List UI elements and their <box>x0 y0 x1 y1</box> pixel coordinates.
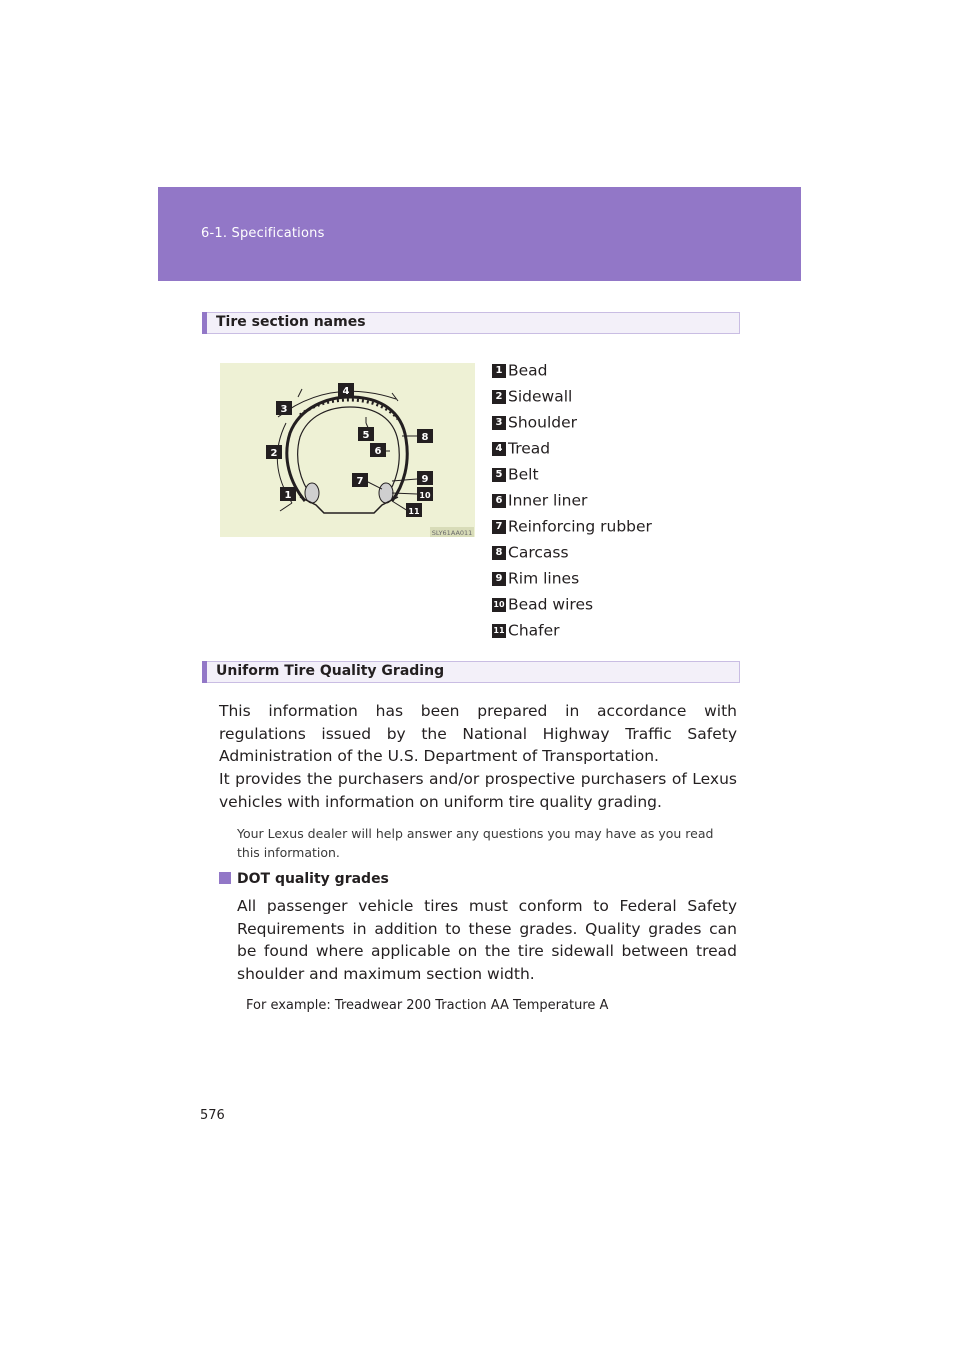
section-accent <box>202 661 207 683</box>
legend-number: 10 <box>492 598 506 612</box>
callout-9: 9 <box>421 474 429 485</box>
legend-number: 9 <box>492 572 506 586</box>
legend-label: Chafer <box>508 621 560 640</box>
legend-item <box>492 594 593 618</box>
section-title: Tire section names <box>216 314 366 330</box>
legend-label: Belt <box>508 465 539 484</box>
legend-number: 8 <box>492 546 506 560</box>
legend-item <box>492 620 560 644</box>
header-band <box>158 187 801 281</box>
callout-6: 6 <box>374 446 382 457</box>
callout-10: 10 <box>419 491 431 500</box>
legend-item <box>492 386 572 410</box>
paragraph-dot-grades: All passenger vehicle tires must conform to Federal Safety Requirements in addition to these grades. Quality grades can be found where applicable on the tire sidewall between tread shoulder and maximum section width. <box>237 897 737 983</box>
callout-1: 1 <box>284 490 292 501</box>
legend-item <box>492 568 579 592</box>
legend-label: Shoulder <box>508 413 578 432</box>
leader-7 <box>366 481 382 489</box>
tick-c <box>280 503 292 511</box>
tick-a <box>298 389 302 397</box>
legend-number: 7 <box>492 520 506 534</box>
section-accent <box>202 312 207 334</box>
paragraph-purchasers: It provides the purchasers and/or prospective purchasers of Lexus vehicles with information on uniform tire quality grading. <box>219 770 737 811</box>
legend-label: Bead wires <box>508 595 594 614</box>
legend-label: Tread <box>508 439 551 458</box>
legend-label: Sidewall <box>508 387 573 406</box>
callout-7: 7 <box>356 476 364 487</box>
callout-8: 8 <box>421 432 429 443</box>
subheading-text: DOT quality grades <box>237 871 389 887</box>
page-number: 576 <box>200 1108 225 1123</box>
tire-cross-section-diagram <box>220 363 475 537</box>
legend-label: Reinforcing rubber <box>508 517 652 536</box>
paragraph-regulations: This information has been prepared in accordance with regulations issued by the National Highway Traffic Safety Administration of the U.S. Department of Transportation. <box>219 702 737 766</box>
callout-5: 5 <box>362 430 370 441</box>
dealer-note: Your Lexus dealer will help answer any questions you may have as you read this information. <box>237 826 714 860</box>
callout-11: 11 <box>408 507 420 516</box>
legend-number: 11 <box>492 624 506 638</box>
legend-label: Inner liner <box>508 491 588 510</box>
legend-label: Rim lines <box>508 569 580 588</box>
legend-number: 1 <box>492 364 506 378</box>
legend-number: 4 <box>492 442 506 456</box>
legend-label: Bead <box>508 361 548 380</box>
subheading-dot-grades <box>219 871 389 887</box>
breadcrumb: 6-1. Specifications <box>201 226 325 241</box>
tick-b <box>392 393 398 401</box>
legend-label: Carcass <box>508 543 569 562</box>
callout-3: 3 <box>280 404 288 415</box>
legend-item <box>492 412 577 436</box>
callout-4: 4 <box>342 386 350 397</box>
legend-item <box>492 490 587 514</box>
tire-diagram-svg <box>220 363 475 537</box>
legend-number: 2 <box>492 390 506 404</box>
legend-item <box>492 516 652 540</box>
subhead-square-icon <box>219 872 231 884</box>
legend-item <box>492 464 539 488</box>
legend-item <box>492 542 569 566</box>
legend-number: 6 <box>492 494 506 508</box>
diagram-code: SLY61AA011 <box>431 529 473 537</box>
legend-item <box>492 360 548 384</box>
callout-2: 2 <box>270 448 278 459</box>
legend-number: 5 <box>492 468 506 482</box>
section-heading-tire-names <box>202 312 740 334</box>
example-text: For example: Treadwear 200 Traction AA Temperature A <box>246 998 609 1013</box>
legend-number: 3 <box>492 416 506 430</box>
section-title: Uniform Tire Quality Grading <box>216 663 445 679</box>
section-heading-uniform-grading <box>202 661 740 683</box>
leader-11 <box>392 501 408 511</box>
legend-item <box>492 438 550 462</box>
